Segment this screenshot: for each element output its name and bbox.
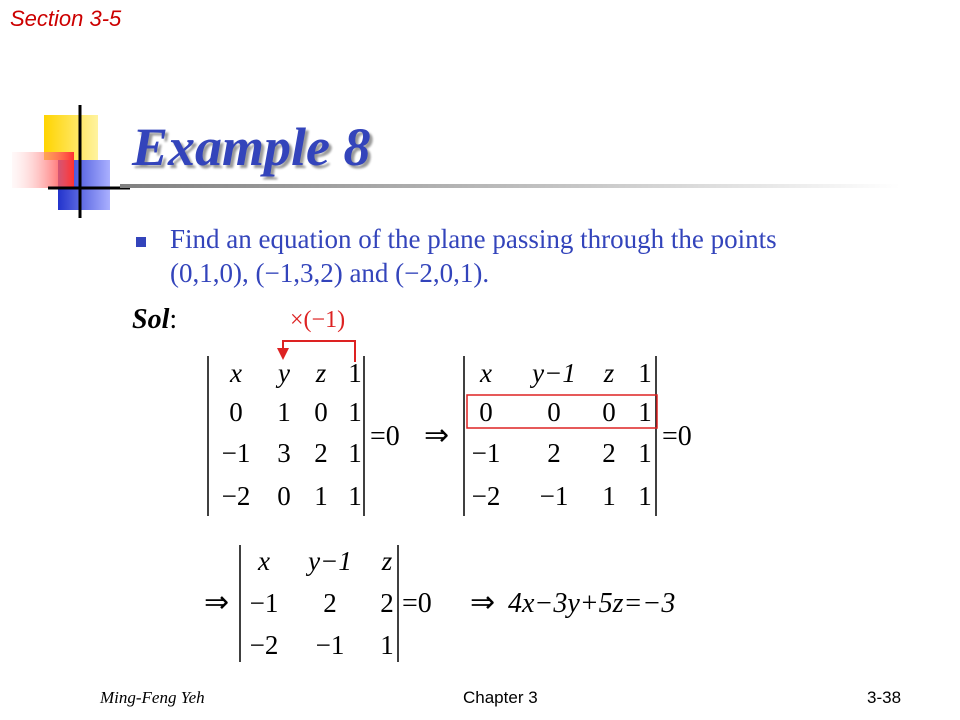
matrix3-cell-r0-c2: z (381, 546, 393, 576)
matrix2-equals-zero: =0 (662, 421, 692, 452)
footer-chapter: Chapter 3 (463, 688, 538, 707)
solution-label-text: Sol (132, 304, 170, 335)
problem-line-2: (0,1,0), (−1,3,2) and (−2,0,1). (170, 258, 490, 288)
matrix3-cell-r2-c1: −1 (315, 630, 345, 660)
footer-page-number: 3-38 (867, 688, 902, 707)
slide-title: Example 8 (132, 117, 371, 177)
matrix1-cell-r1-c1: 1 (277, 397, 291, 427)
matrix2-cell-r2-c1: 2 (547, 438, 561, 468)
matrix2-cell-r0-c1: y−1 (532, 358, 576, 388)
matrix3-cell-r0-c0: x (258, 546, 270, 576)
row-highlight-box (467, 395, 657, 428)
matrix1-cell-r2-c0: −1 (221, 438, 251, 468)
matrix1-cell-r0-c3: 1 (348, 358, 362, 388)
implies-arrow-3: ⇒ (470, 586, 496, 619)
matrix2-cell-r0-c3: 1 (638, 358, 652, 388)
matrix2-cell-r3-c3: 1 (638, 481, 652, 511)
result-equation: 4x−3y+5z=−3 (508, 588, 676, 619)
problem-line-1: Find an equation of the plane passing through the points (170, 224, 777, 254)
matrix1-cell-r3-c3: 1 (348, 481, 362, 511)
matrix1-cell-r1-c0: 0 (229, 397, 243, 427)
matrix1-cell-r3-c2: 1 (314, 481, 328, 511)
matrix1-cell-r3-c0: −2 (221, 481, 251, 511)
matrix2-cell-r1-c2: 0 (602, 397, 616, 427)
matrix3-cell-r1-c1: 2 (323, 588, 337, 618)
matrix2-cell-r2-c2: 2 (602, 438, 616, 468)
matrix1-cell-r2-c3: 1 (348, 438, 362, 468)
matrix3-equals-zero: =0 (402, 588, 432, 619)
matrix2-cell-r1-c3: 1 (638, 397, 652, 427)
matrix2-cell-r3-c0: −2 (471, 481, 501, 511)
implies-arrow-2: ⇒ (204, 586, 230, 619)
multiplier-annotation: ×(−1) (290, 307, 346, 333)
matrix1-cell-r0-c1: y (278, 358, 290, 388)
section-label: Section 3-5 (10, 6, 122, 31)
matrix1-cell-r0-c2: z (315, 358, 327, 388)
matrix2-cell-r0-c0: x (480, 358, 492, 388)
matrix2-cell-r3-c2: 1 (602, 481, 616, 511)
matrix3 (250, 546, 394, 660)
matrix1 (222, 358, 362, 511)
matrix1-cell-r3-c1: 0 (277, 481, 291, 511)
matrix2-cell-r0-c2: z (603, 358, 615, 388)
matrix1-cell-r1-c2: 0 (314, 397, 328, 427)
matrix2-cell-r1-c0: 0 (479, 397, 493, 427)
matrix1-cell-r2-c1: 3 (277, 438, 291, 468)
matrix2 (472, 358, 652, 511)
matrix3-cell-r2-c0: −2 (249, 630, 279, 660)
matrix2-cell-r2-c3: 1 (638, 438, 652, 468)
solution-colon: : (169, 304, 178, 335)
matrix3-cell-r1-c0: −1 (249, 588, 279, 618)
matrix3-cell-r1-c2: 2 (380, 588, 394, 618)
matrix1-equals-zero: =0 (370, 421, 400, 452)
footer-author: Ming-Feng Yeh (100, 688, 205, 707)
matrix2-cell-r1-c1: 0 (547, 397, 561, 427)
matrix2-cell-r2-c0: −1 (471, 438, 501, 468)
matrix3-cell-r0-c1: y−1 (308, 546, 352, 576)
matrix1-cell-r2-c2: 2 (314, 438, 328, 468)
implies-arrow-1: ⇒ (424, 419, 450, 452)
matrix2-cell-r3-c1: −1 (539, 481, 569, 511)
matrix1-cell-r1-c3: 1 (348, 397, 362, 427)
matrix1-cell-r0-c0: x (230, 358, 242, 388)
matrix3-cell-r2-c2: 1 (380, 630, 394, 660)
